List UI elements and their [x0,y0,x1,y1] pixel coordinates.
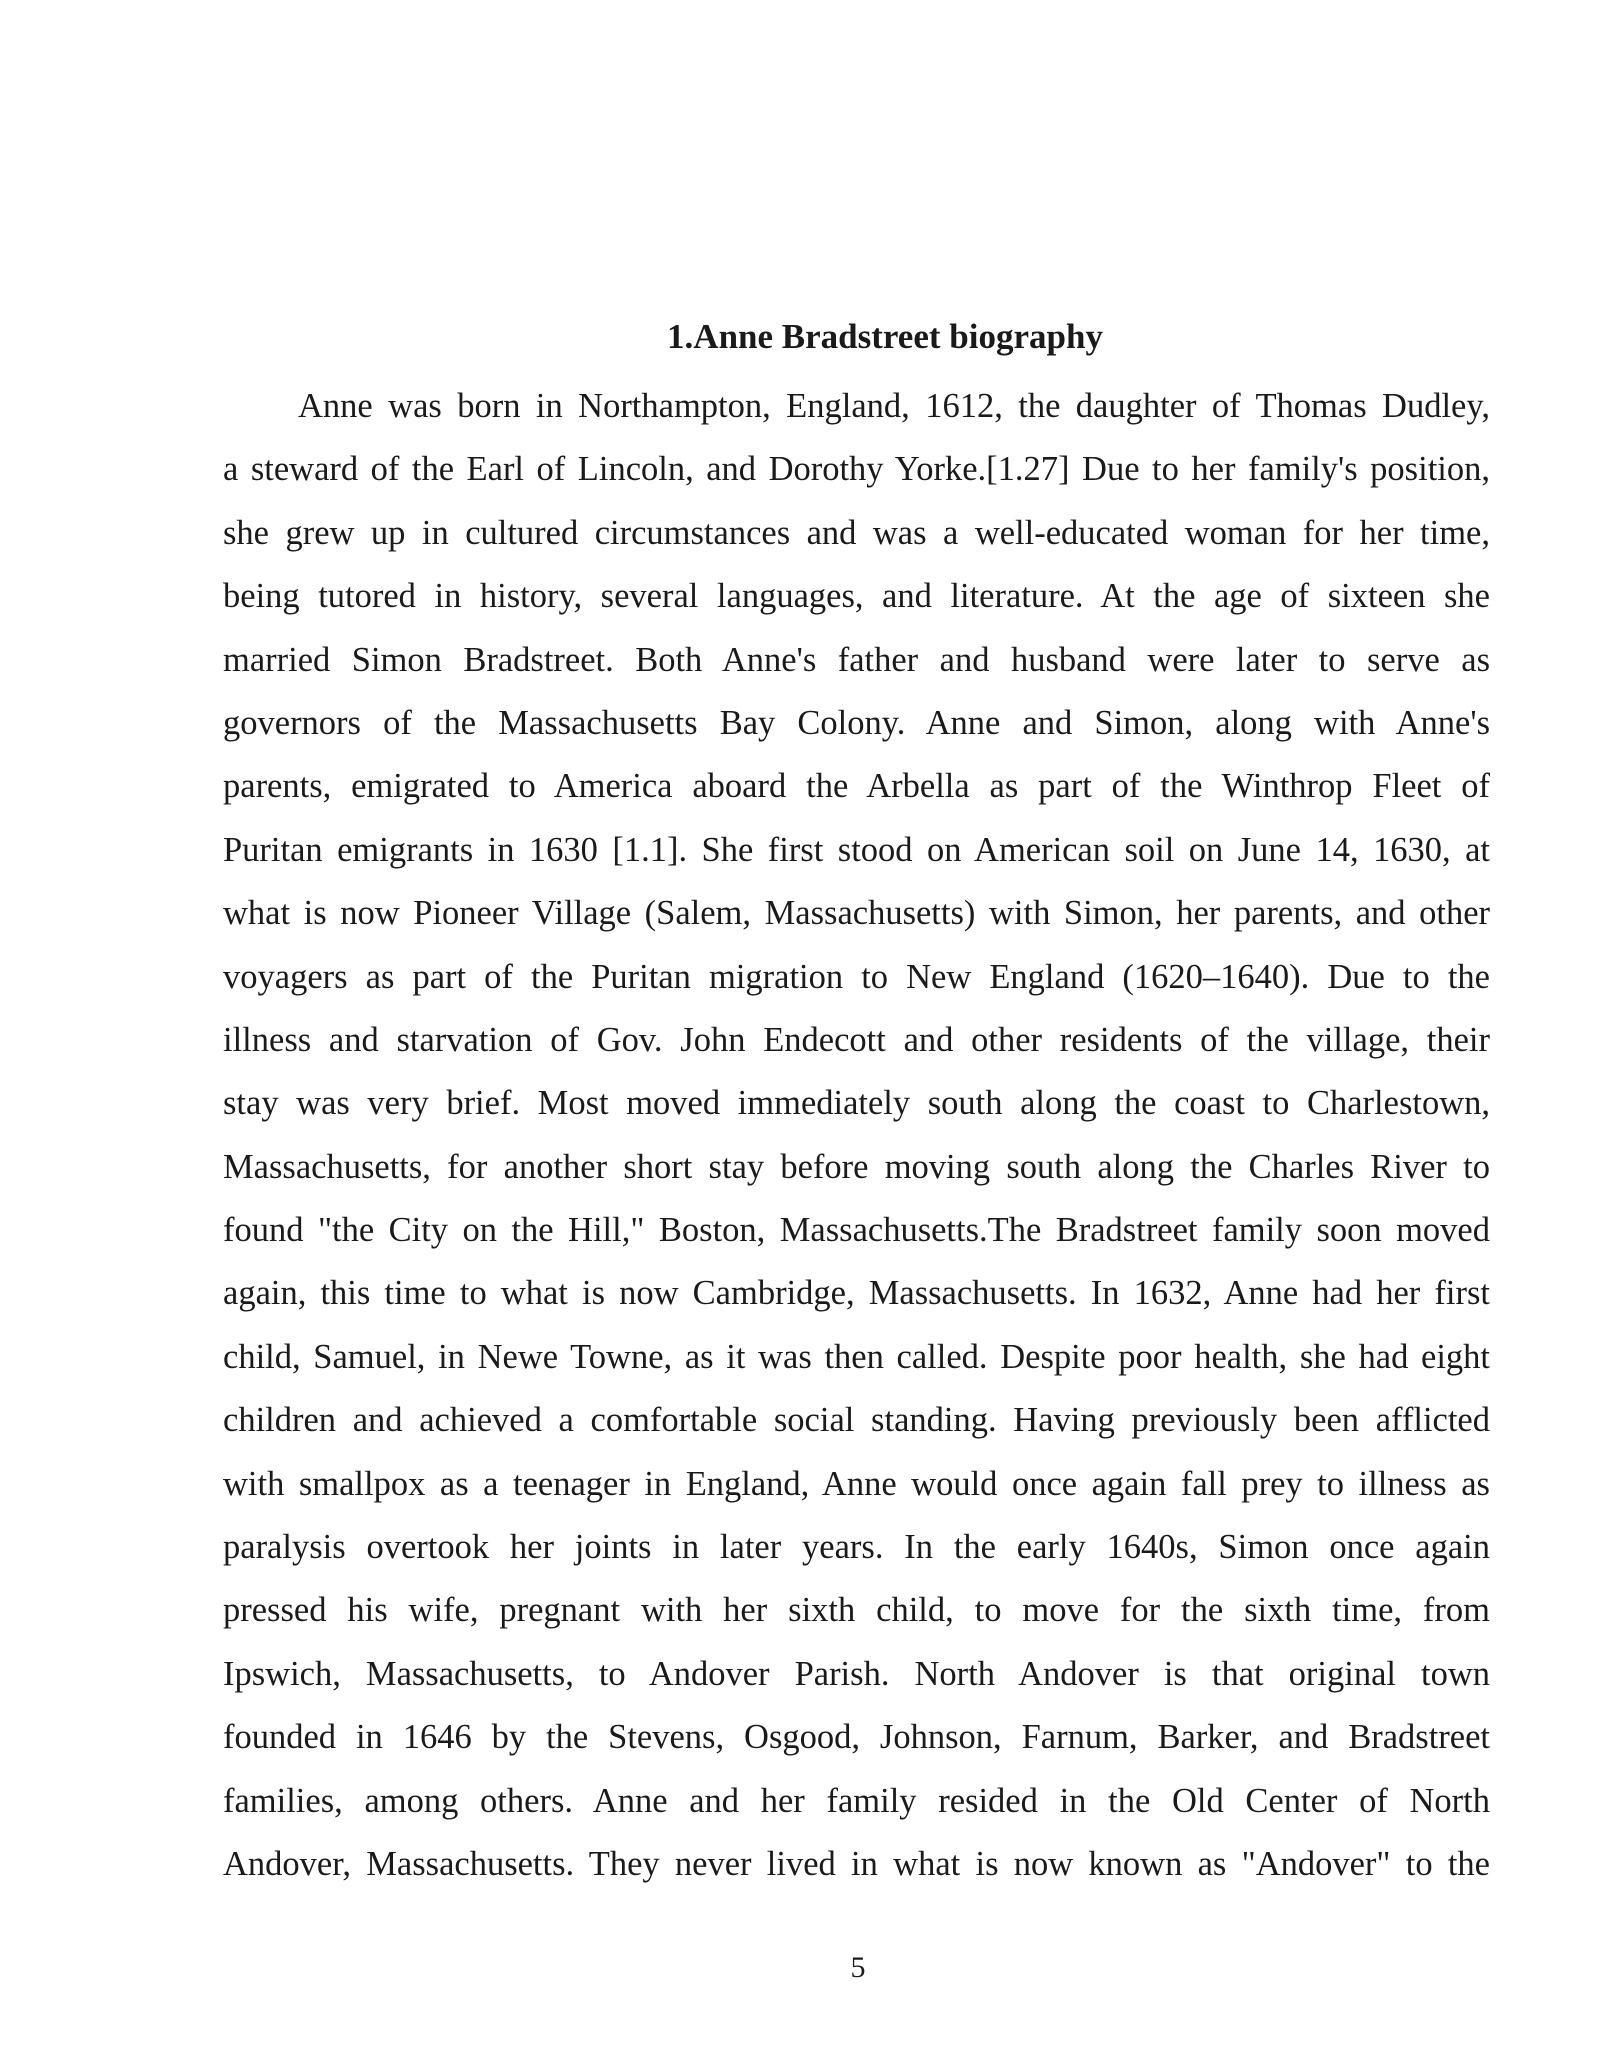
paragraph-line: Massachusetts, for another short stay before moving south along the Charles River to [223,1147,1490,1186]
paragraph-line: child, Samuel, in Newe Towne, as it was then called. Despite poor health, she had eight [223,1337,1490,1376]
paragraph-line: governors of the Massachusetts Bay Colony. Anne and Simon, along with Anne's [223,703,1490,742]
paragraph-line: being tutored in history, several languages, and literature. At the age of sixteen she [223,577,1490,616]
paragraph-line: married Simon Bradstreet. Both Anne's father and husband were later to serve as [223,640,1490,679]
paragraph-line: illness and starvation of Gov. John Endecott and other residents of the village, their [223,1020,1490,1059]
paragraph-line: pressed his wife, pregnant with her sixth child, to move for the sixth time, from [223,1591,1490,1630]
section-heading: 1.Anne Bradstreet biography [667,317,1103,356]
paragraph-line: she grew up in cultured circumstances and was a well-educated woman for her time, [223,513,1490,552]
paragraph-line: paralysis overtook her joints in later years. In the early 1640s, Simon once again [223,1528,1490,1567]
paragraph-line: Puritan emigrants in 1630 [1.1]. She first stood on American soil on June 14, 1630, at [223,830,1490,869]
paragraph-line: Ipswich, Massachusetts, to Andover Parish. North Andover is that original town [223,1654,1490,1693]
body-paragraph [223,375,1490,1896]
paragraph-line: voyagers as part of the Puritan migration to New England (1620–1640). Due to the [223,957,1490,996]
paragraph-line: found "the City on the Hill," Boston, Massachusetts.The Bradstreet family soon moved [223,1211,1490,1250]
paragraph-line: a steward of the Earl of Lincoln, and Dorothy Yorke.[1.27] Due to her family's position, [223,450,1490,489]
paragraph-line: families, among others. Anne and her family resided in the Old Center of North [223,1781,1490,1820]
paragraph-line: again, this time to what is now Cambridge, Massachusetts. In 1632, Anne had her first [223,1274,1490,1313]
paragraph-line: with smallpox as a teenager in England, Anne would once again fall prey to illness as [223,1464,1490,1503]
paragraph-line: parents, emigrated to America aboard the Arbella as part of the Winthrop Fleet of [223,767,1490,806]
paragraph-line: founded in 1646 by the Stevens, Osgood, Johnson, Farnum, Barker, and Bradstreet [223,1718,1490,1757]
paragraph-line: children and achieved a comfortable social standing. Having previously been afflicted [223,1401,1490,1440]
paragraph-line: Anne was born in Northampton, England, 1612, the daughter of Thomas Dudley, [298,387,1490,425]
paragraph-line: what is now Pioneer Village (Salem, Massachusetts) with Simon, her parents, and other [223,894,1490,933]
page-number: 5 [850,1951,866,1984]
paragraph-line: stay was very brief. Most moved immediately south along the coast to Charlestown, [223,1084,1490,1123]
paragraph-line: Andover, Massachusetts. They never lived in what is now known as "Andover" to the [223,1844,1490,1883]
